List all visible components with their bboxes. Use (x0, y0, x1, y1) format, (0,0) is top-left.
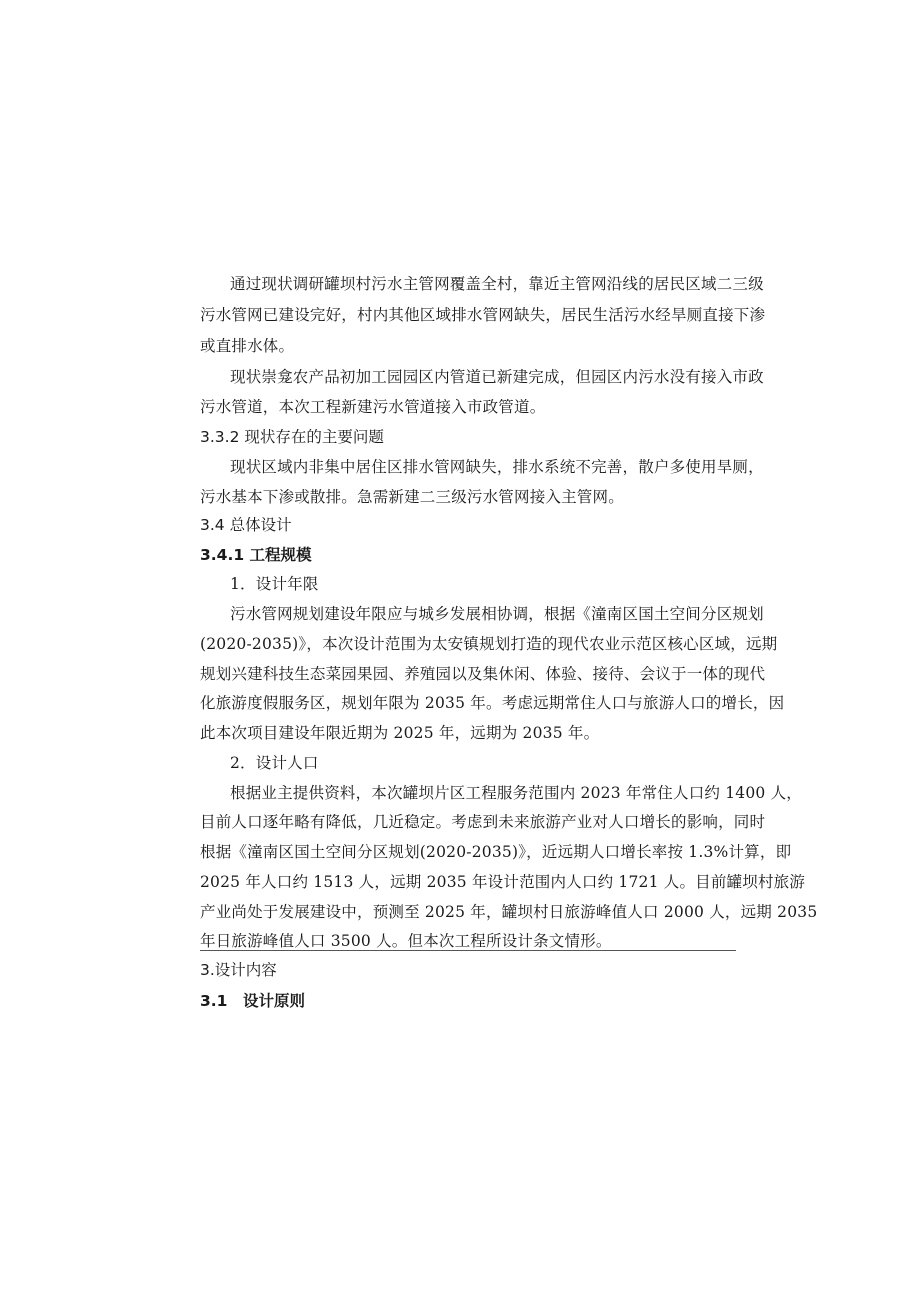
section-heading: 3.3.2 现状存在的主要问题 (200, 428, 384, 446)
subsection-heading: 3.1 设计原则 (200, 992, 305, 1010)
page-break-rule (200, 950, 736, 951)
para-line: 或直排水体。 (200, 337, 295, 355)
para-line: 现状崇龛农产品初加工园园区内管道已新建完成，但园区内污水没有接入市政 (230, 368, 764, 386)
para-line: 现状区域内非集中居住区排水管网缺失，排水系统不完善，散户多使用旱厕， (230, 458, 764, 476)
para-line: 年日旅游峰值人口 3500 人。但本次工程所设计条文情形。 (200, 932, 612, 950)
para-line: 此本次项目建设年限近期为 2025 年，远期为 2035 年。 (200, 724, 600, 742)
para-line: 化旅游度假服务区，规划年限为 2035 年。考虑远期常住人口与旅游人口的增长，因 (200, 694, 785, 712)
para-line: 目前人口逐年略有降低，几近稳定。考虑到未来旅游产业对人口增长的影响，同时 (200, 813, 766, 831)
para-line: 污水管道，本次工程新建污水管道接入市政管道。 (200, 398, 546, 416)
para-line: (2020-2035)》，本次设计范围为太安镇规划打造的现代农业示范区核心区域，远期 (200, 635, 778, 653)
section-heading: 3.4 总体设计 (200, 516, 292, 534)
para-line: 2025 年人口约 1513 人，远期 2035 年设计范围内人口约 1721 人。目前罐坝村旅游 (200, 873, 806, 891)
para-line: 污水管网已建设完好，村内其他区域排水管网缺失，居民生活污水经旱厕直接下渗 (200, 306, 766, 324)
item-title: 2．设计人口 (230, 754, 319, 772)
para-line: 根据业主提供资料，本次罐坝片区工程服务范围内 2023 年常住人口约 1400 人， (230, 784, 803, 802)
subsection-heading: 3.4.1 工程规模 (200, 546, 312, 564)
para-line: 产业尚处于发展建设中，预测至 2025 年，罐坝村日旅游峰值人口 2000 人，远期 2035 (200, 903, 818, 921)
para-line: 根据《潼南区国土空间分区规划(2020-2035)》，近远期人口增长率按 1.3%计算，即 (200, 843, 792, 861)
para-line: 污水管网规划建设年限应与城乡发展相协调，根据《潼南区国土空间分区规划 (230, 605, 764, 623)
para-line: 污水基本下渗或散排。急需新建二三级污水管网接入主管网。 (200, 488, 624, 506)
item-title: 1．设计年限 (230, 575, 319, 593)
chapter-heading: 3.设计内容 (200, 961, 277, 979)
para-line: 规划兴建科技生态菜园果园、养殖园以及集休闲、体验、接待、会议于一体的现代 (200, 665, 766, 683)
para-line: 通过现状调研罐坝村污水主管网覆盖全村，靠近主管网沿线的居民区域二三级 (230, 275, 764, 293)
